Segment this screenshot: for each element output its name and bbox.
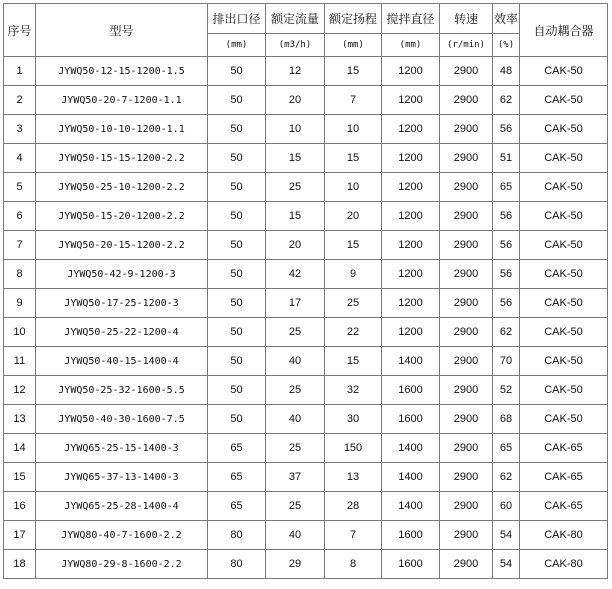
cell-efficiency: 51 — [493, 144, 520, 173]
cell-coupling: CAK-65 — [520, 463, 608, 492]
cell-model: JYWQ50-25-32-1600-5.5 — [36, 376, 208, 405]
unit-outlet-diameter: (mm) — [208, 34, 266, 57]
cell-coupling: CAK-50 — [520, 144, 608, 173]
cell-rated-head: 22 — [325, 318, 382, 347]
cell-stirring-diameter: 1400 — [382, 463, 440, 492]
cell-coupling: CAK-50 — [520, 231, 608, 260]
cell-rated-head: 15 — [325, 347, 382, 376]
cell-rated-flow: 25 — [266, 318, 325, 347]
cell-rated-flow: 37 — [266, 463, 325, 492]
cell-coupling: CAK-80 — [520, 550, 608, 579]
table-row — [4, 434, 608, 463]
cell-rated-flow: 25 — [266, 376, 325, 405]
cell-speed: 2900 — [440, 289, 493, 318]
cell-speed: 2900 — [440, 231, 493, 260]
cell-model: JYWQ50-20-7-1200-1.1 — [36, 86, 208, 115]
cell-outlet-diameter: 50 — [208, 144, 266, 173]
cell-rated-flow: 25 — [266, 173, 325, 202]
cell-outlet-diameter: 65 — [208, 492, 266, 521]
cell-stirring-diameter: 1400 — [382, 434, 440, 463]
unit-rated-head: (mm) — [325, 34, 382, 57]
cell-rated-head: 8 — [325, 550, 382, 579]
cell-outlet-diameter: 50 — [208, 173, 266, 202]
table-row — [4, 347, 608, 376]
cell-model: JYWQ50-25-22-1200-4 — [36, 318, 208, 347]
cell-model: JYWQ50-20-15-1200-2.2 — [36, 231, 208, 260]
cell-index: 4 — [4, 144, 36, 173]
cell-model: JYWQ65-25-15-1400-3 — [36, 434, 208, 463]
table-row — [4, 260, 608, 289]
cell-speed: 2900 — [440, 434, 493, 463]
unit-rated-flow: (m3/h) — [266, 34, 325, 57]
cell-efficiency: 62 — [493, 86, 520, 115]
cell-speed: 2900 — [440, 202, 493, 231]
cell-outlet-diameter: 50 — [208, 376, 266, 405]
cell-rated-flow: 10 — [266, 115, 325, 144]
cell-efficiency: 70 — [493, 347, 520, 376]
cell-coupling: CAK-80 — [520, 521, 608, 550]
cell-index: 6 — [4, 202, 36, 231]
table-row — [4, 463, 608, 492]
cell-model: JYWQ50-40-15-1400-4 — [36, 347, 208, 376]
cell-efficiency: 62 — [493, 318, 520, 347]
cell-model: JYWQ65-25-28-1400-4 — [36, 492, 208, 521]
cell-model: JYWQ65-37-13-1400-3 — [36, 463, 208, 492]
cell-rated-flow: 15 — [266, 202, 325, 231]
cell-coupling: CAK-65 — [520, 434, 608, 463]
cell-rated-head: 7 — [325, 521, 382, 550]
cell-stirring-diameter: 1200 — [382, 202, 440, 231]
cell-rated-flow: 40 — [266, 405, 325, 434]
table-row — [4, 318, 608, 347]
cell-stirring-diameter: 1200 — [382, 289, 440, 318]
cell-efficiency: 48 — [493, 57, 520, 86]
table-row — [4, 173, 608, 202]
cell-rated-flow: 29 — [266, 550, 325, 579]
cell-coupling: CAK-50 — [520, 173, 608, 202]
cell-model: JYWQ50-15-20-1200-2.2 — [36, 202, 208, 231]
cell-speed: 2900 — [440, 463, 493, 492]
table-row — [4, 521, 608, 550]
header-outlet-diameter: 排出口径 — [208, 4, 266, 34]
cell-rated-head: 150 — [325, 434, 382, 463]
cell-stirring-diameter: 1200 — [382, 115, 440, 144]
cell-stirring-diameter: 1200 — [382, 173, 440, 202]
cell-outlet-diameter: 50 — [208, 318, 266, 347]
cell-model: JYWQ50-15-15-1200-2.2 — [36, 144, 208, 173]
cell-outlet-diameter: 50 — [208, 405, 266, 434]
cell-efficiency: 62 — [493, 463, 520, 492]
cell-rated-head: 15 — [325, 144, 382, 173]
cell-coupling: CAK-50 — [520, 57, 608, 86]
cell-rated-flow: 17 — [266, 289, 325, 318]
cell-speed: 2900 — [440, 86, 493, 115]
cell-index: 3 — [4, 115, 36, 144]
table-row — [4, 86, 608, 115]
cell-efficiency: 60 — [493, 492, 520, 521]
cell-rated-head: 30 — [325, 405, 382, 434]
cell-index: 18 — [4, 550, 36, 579]
cell-model: JYWQ50-42-9-1200-3 — [36, 260, 208, 289]
cell-outlet-diameter: 50 — [208, 289, 266, 318]
cell-model: JYWQ50-17-25-1200-3 — [36, 289, 208, 318]
cell-coupling: CAK-50 — [520, 347, 608, 376]
cell-stirring-diameter: 1200 — [382, 260, 440, 289]
cell-speed: 2900 — [440, 521, 493, 550]
cell-efficiency: 56 — [493, 202, 520, 231]
cell-rated-flow: 15 — [266, 144, 325, 173]
cell-outlet-diameter: 50 — [208, 260, 266, 289]
cell-model: JYWQ50-40-30-1600-7.5 — [36, 405, 208, 434]
cell-coupling: CAK-50 — [520, 405, 608, 434]
cell-coupling: CAK-50 — [520, 260, 608, 289]
cell-speed: 2900 — [440, 115, 493, 144]
cell-rated-flow: 12 — [266, 57, 325, 86]
cell-outlet-diameter: 50 — [208, 202, 266, 231]
cell-coupling: CAK-65 — [520, 492, 608, 521]
cell-stirring-diameter: 1400 — [382, 347, 440, 376]
cell-rated-head: 25 — [325, 289, 382, 318]
cell-stirring-diameter: 1600 — [382, 521, 440, 550]
cell-index: 5 — [4, 173, 36, 202]
cell-outlet-diameter: 50 — [208, 347, 266, 376]
cell-index: 10 — [4, 318, 36, 347]
cell-index: 9 — [4, 289, 36, 318]
header-model: 型号 — [36, 4, 208, 57]
cell-rated-flow: 25 — [266, 492, 325, 521]
cell-index: 17 — [4, 521, 36, 550]
cell-rated-flow: 20 — [266, 86, 325, 115]
cell-index: 16 — [4, 492, 36, 521]
cell-speed: 2900 — [440, 492, 493, 521]
unit-efficiency: (%) — [493, 34, 520, 57]
cell-speed: 2900 — [440, 260, 493, 289]
header-speed: 转速 — [440, 4, 493, 34]
cell-outlet-diameter: 65 — [208, 463, 266, 492]
table-row — [4, 405, 608, 434]
cell-index: 8 — [4, 260, 36, 289]
unit-speed: (r/min) — [440, 34, 493, 57]
cell-index: 13 — [4, 405, 36, 434]
cell-rated-head: 15 — [325, 231, 382, 260]
cell-stirring-diameter: 1200 — [382, 57, 440, 86]
cell-model: JYWQ50-12-15-1200-1.5 — [36, 57, 208, 86]
pump-spec-table — [3, 3, 608, 579]
table-row — [4, 231, 608, 260]
cell-stirring-diameter: 1200 — [382, 318, 440, 347]
cell-efficiency: 54 — [493, 521, 520, 550]
cell-outlet-diameter: 50 — [208, 115, 266, 144]
cell-rated-head: 20 — [325, 202, 382, 231]
cell-efficiency: 54 — [493, 550, 520, 579]
cell-index: 7 — [4, 231, 36, 260]
header-coupling: 自动耦合器 — [520, 4, 608, 57]
cell-rated-head: 10 — [325, 173, 382, 202]
cell-rated-head: 15 — [325, 57, 382, 86]
cell-rated-flow: 20 — [266, 231, 325, 260]
table-row — [4, 57, 608, 86]
cell-rated-flow: 40 — [266, 347, 325, 376]
table-row — [4, 376, 608, 405]
cell-rated-flow: 42 — [266, 260, 325, 289]
cell-efficiency: 52 — [493, 376, 520, 405]
cell-rated-flow: 40 — [266, 521, 325, 550]
header-rated-head: 额定扬程 — [325, 4, 382, 34]
cell-stirring-diameter: 1200 — [382, 144, 440, 173]
table-body — [4, 57, 608, 579]
cell-efficiency: 56 — [493, 231, 520, 260]
cell-speed: 2900 — [440, 318, 493, 347]
cell-stirring-diameter: 1600 — [382, 376, 440, 405]
cell-efficiency: 65 — [493, 434, 520, 463]
cell-coupling: CAK-50 — [520, 289, 608, 318]
table-row — [4, 202, 608, 231]
cell-outlet-diameter: 50 — [208, 86, 266, 115]
table-row — [4, 550, 608, 579]
cell-rated-head: 32 — [325, 376, 382, 405]
table-row — [4, 115, 608, 144]
cell-outlet-diameter: 50 — [208, 231, 266, 260]
cell-stirring-diameter: 1200 — [382, 231, 440, 260]
cell-rated-head: 9 — [325, 260, 382, 289]
cell-stirring-diameter: 1400 — [382, 492, 440, 521]
cell-index: 2 — [4, 86, 36, 115]
cell-model: JYWQ80-29-8-1600-2.2 — [36, 550, 208, 579]
cell-speed: 2900 — [440, 405, 493, 434]
cell-speed: 2900 — [440, 173, 493, 202]
cell-index: 15 — [4, 463, 36, 492]
cell-rated-head: 28 — [325, 492, 382, 521]
cell-coupling: CAK-50 — [520, 202, 608, 231]
cell-efficiency: 65 — [493, 173, 520, 202]
cell-model: JYWQ80-40-7-1600-2.2 — [36, 521, 208, 550]
cell-efficiency: 56 — [493, 289, 520, 318]
cell-efficiency: 68 — [493, 405, 520, 434]
cell-rated-flow: 25 — [266, 434, 325, 463]
cell-stirring-diameter: 1600 — [382, 550, 440, 579]
cell-efficiency: 56 — [493, 260, 520, 289]
cell-index: 1 — [4, 57, 36, 86]
cell-coupling: CAK-50 — [520, 86, 608, 115]
header-efficiency: 效率 — [493, 4, 520, 34]
cell-index: 11 — [4, 347, 36, 376]
cell-speed: 2900 — [440, 550, 493, 579]
cell-stirring-diameter: 1600 — [382, 405, 440, 434]
cell-stirring-diameter: 1200 — [382, 86, 440, 115]
cell-model: JYWQ50-10-10-1200-1.1 — [36, 115, 208, 144]
cell-coupling: CAK-50 — [520, 318, 608, 347]
unit-stirring-diameter: (mm) — [382, 34, 440, 57]
cell-rated-head: 7 — [325, 86, 382, 115]
cell-index: 12 — [4, 376, 36, 405]
cell-model: JYWQ50-25-10-1200-2.2 — [36, 173, 208, 202]
cell-efficiency: 56 — [493, 115, 520, 144]
header-rated-flow: 额定流量 — [266, 4, 325, 34]
cell-coupling: CAK-50 — [520, 376, 608, 405]
cell-index: 14 — [4, 434, 36, 463]
table-row — [4, 492, 608, 521]
header-index: 序号 — [4, 4, 36, 57]
cell-outlet-diameter: 80 — [208, 521, 266, 550]
cell-outlet-diameter: 50 — [208, 57, 266, 86]
table-row — [4, 289, 608, 318]
cell-rated-head: 13 — [325, 463, 382, 492]
cell-coupling: CAK-50 — [520, 115, 608, 144]
cell-speed: 2900 — [440, 144, 493, 173]
cell-speed: 2900 — [440, 376, 493, 405]
header-stirring-diameter: 搅拌直径 — [382, 4, 440, 34]
table-row — [4, 144, 608, 173]
cell-outlet-diameter: 80 — [208, 550, 266, 579]
cell-outlet-diameter: 65 — [208, 434, 266, 463]
cell-rated-head: 10 — [325, 115, 382, 144]
cell-speed: 2900 — [440, 57, 493, 86]
cell-speed: 2900 — [440, 347, 493, 376]
